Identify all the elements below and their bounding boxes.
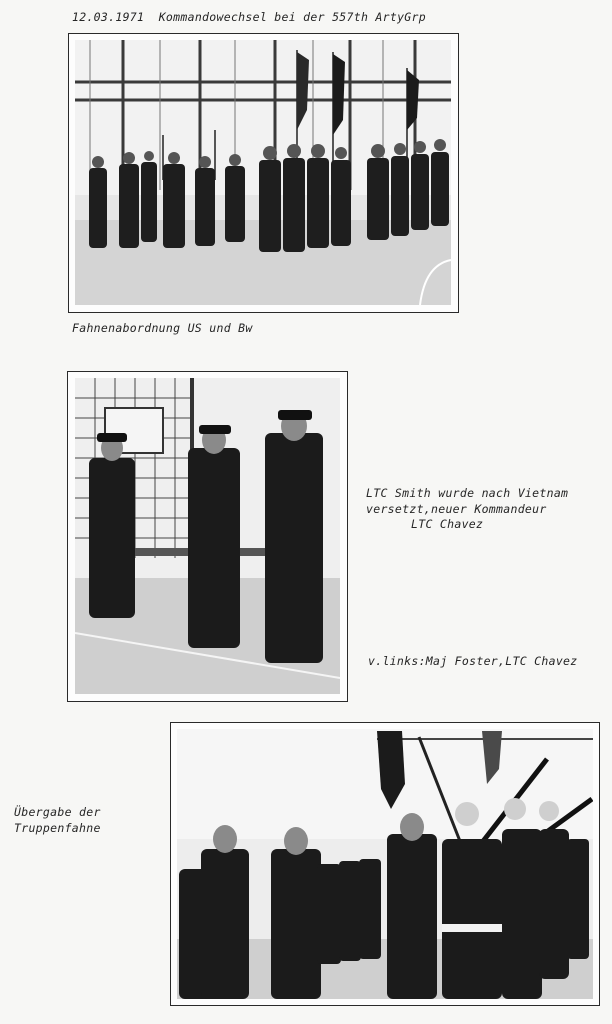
flag-guard-photo (68, 33, 459, 313)
officers-caption-line-1: LTC Smith wurde nach Vietnam (366, 486, 569, 500)
officers-caption (366, 486, 568, 533)
officers-image (75, 378, 340, 694)
flag-guard-caption: Fahnenabordnung US und Bw (72, 321, 253, 335)
flag-guard-image (75, 40, 451, 305)
flag-handover-image (177, 729, 593, 999)
flag-handover-photo (170, 722, 600, 1006)
flag-handover-caption (14, 805, 101, 836)
officers-caption-line-2: versetzt,neuer Kommandeur (366, 501, 547, 516)
officers-names-caption: v.links:Maj Foster,LTC Chavez (368, 654, 578, 668)
header-title: Kommandowechsel bei der 557th ArtyGrp (158, 10, 426, 24)
flag-handover-caption-line-1: Übergabe der (14, 805, 101, 819)
officers-photo (67, 371, 348, 702)
page-header (72, 10, 426, 26)
officers-caption-line-3: LTC Chavez (411, 517, 484, 532)
flag-handover-caption-line-2: Truppenfahne (14, 820, 101, 835)
header-date: 12.03.1971 (72, 10, 145, 24)
